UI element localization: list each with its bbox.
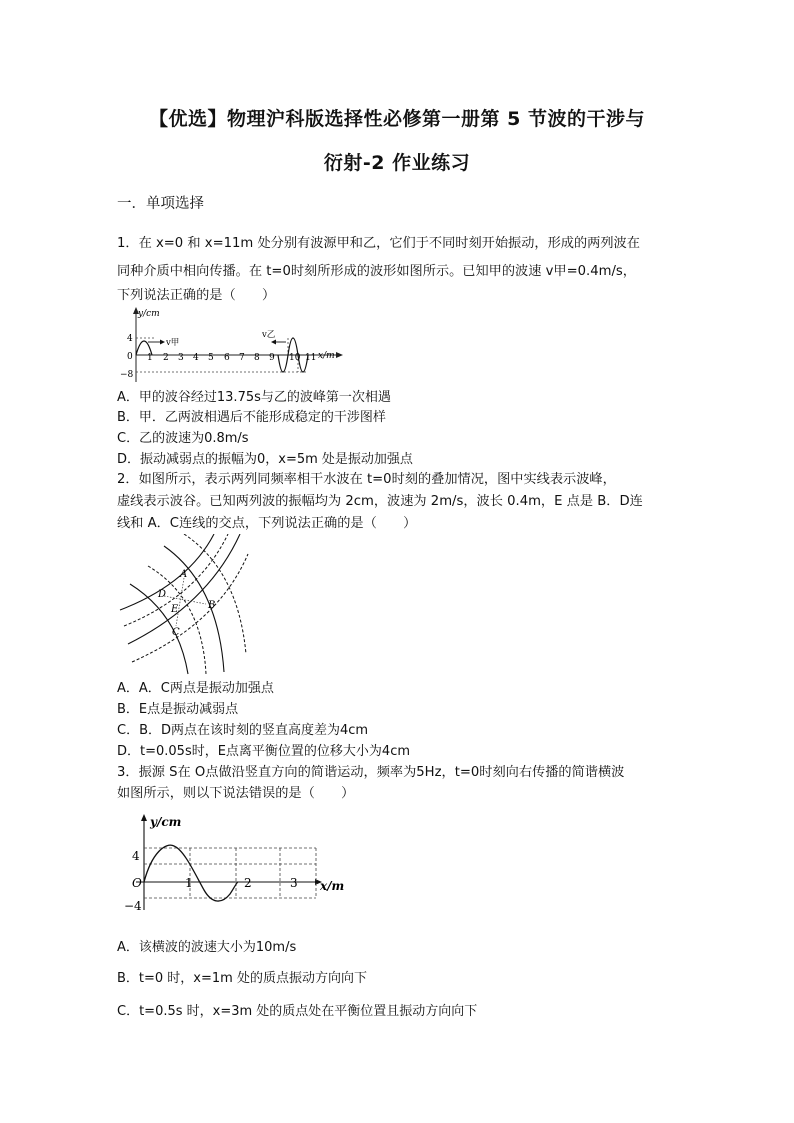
q3-x-tick: 1 <box>185 876 193 890</box>
q1-x-tick: 2 <box>163 353 169 363</box>
q2-text-line1: 2．如图所示，表示两列同频率相干水波在 t=0时刻的叠加情况，图中实线表示波峰， <box>117 472 616 487</box>
q1-x-tick: 10 <box>289 353 301 363</box>
q1-x-tick: 11 <box>305 353 317 363</box>
q2-label-a: A <box>180 569 188 580</box>
q1-option-d: D．振动减弱点的振幅为0，x=5m 处是振动加强点 <box>117 452 413 467</box>
q2-option-d: D．t=0.05s时，E点离平衡位置的位移大小为4cm <box>117 744 411 759</box>
q3-option-c: C．t=0.5s 时，x=3m 处的质点处在平衡位置且振动方向向下 <box>117 1004 478 1019</box>
q1-text-line2: 同种介质中相向传播。在 t=0时刻所形成的波形如图所示。已知甲的波速 v甲=0.4m/s， <box>117 264 636 279</box>
q1-text-line3: 下列说法正确的是（ ） <box>117 288 276 303</box>
q1-y-tick-4: 4 <box>127 334 133 344</box>
section-heading: 一．单项选择 <box>117 196 204 212</box>
q3-option-b: B．t=0 时，x=1m 处的质点振动方向向下 <box>117 971 367 986</box>
q1-x-tick: 8 <box>254 353 260 363</box>
q3-y-axis-label: y/cm <box>150 815 182 829</box>
q1-y-tick-0: 0 <box>127 352 133 362</box>
q1-x-tick: 5 <box>208 353 214 363</box>
q1-y-tick-neg8: −8 <box>120 370 134 380</box>
q1-y-axis-label: y/cm <box>138 309 160 319</box>
q3-x-tick: 2 <box>244 876 252 890</box>
q2-label-e: E <box>171 604 179 615</box>
q2-text-line3: 线和 A．C连线的交点，下列说法正确的是（ ） <box>117 516 417 531</box>
q3-origin-label: O <box>132 876 142 890</box>
q3-text-line2: 如图所示，则以下说法错误的是（ ） <box>117 786 355 801</box>
q1-x-tick: 1 <box>147 353 153 363</box>
q1-v2-label: v乙 <box>262 330 276 340</box>
document-title-line1: 【优选】物理沪科版选择性必修第一册第 5 节波的干涉与 <box>149 108 645 130</box>
q1-x-tick: 7 <box>239 353 245 363</box>
q2-option-b: B．E点是振动减弱点 <box>117 702 239 717</box>
q1-wave-figure <box>114 304 354 384</box>
document-title-line2: 衍射-2 作业练习 <box>323 152 471 174</box>
q3-option-a: A．该横波的波速大小为10m/s <box>117 940 297 955</box>
q1-x-tick: 9 <box>269 353 275 363</box>
q3-x-tick: 3 <box>290 876 298 890</box>
q2-option-a: A．A．C两点是振动加强点 <box>117 681 274 696</box>
q1-option-b: B．甲．乙两波相遇后不能形成稳定的干涉图样 <box>117 410 386 425</box>
q2-label-c: C <box>172 627 180 638</box>
q1-option-c: C．乙的波速为0.8m/s <box>117 431 249 446</box>
q2-label-d: D <box>158 589 167 600</box>
q1-text-line1: 1．在 x=0 和 x=11m 处分别有波源甲和乙，它们于不同时刻开始振动，形成的两列波在 <box>117 236 640 251</box>
q1-x-tick: 3 <box>178 353 184 363</box>
q1-option-a: A．甲的波谷经过13.75s与乙的波峰第一次相遇 <box>117 390 391 405</box>
q1-v1-label: v甲 <box>166 338 180 348</box>
q3-y-tick-4: 4 <box>132 849 140 863</box>
q3-y-tick-neg4: −4 <box>124 899 142 913</box>
q2-option-c: C．B．D两点在该时刻的竖直高度差为4cm <box>117 723 369 738</box>
q2-label-b: B <box>208 600 216 611</box>
q2-interference-figure <box>118 534 252 676</box>
q3-text-line1: 3．振源 S在 O点做沿竖直方向的简谐运动，频率为5Hz，t=0时刻向右传播的简谐横波 <box>117 765 625 780</box>
q3-x-axis-label: x/m <box>320 879 345 893</box>
q2-text-line2: 虚线表示波谷。已知两列波的振幅均为 2cm，波速为 2m/s，波长 0.4m，E 点是 B．D连 <box>117 494 643 509</box>
q1-x-tick: 4 <box>193 353 199 363</box>
q1-x-axis-label: x/m <box>318 351 335 361</box>
q1-x-tick: 6 <box>224 353 230 363</box>
q3-wave-figure <box>112 812 356 916</box>
